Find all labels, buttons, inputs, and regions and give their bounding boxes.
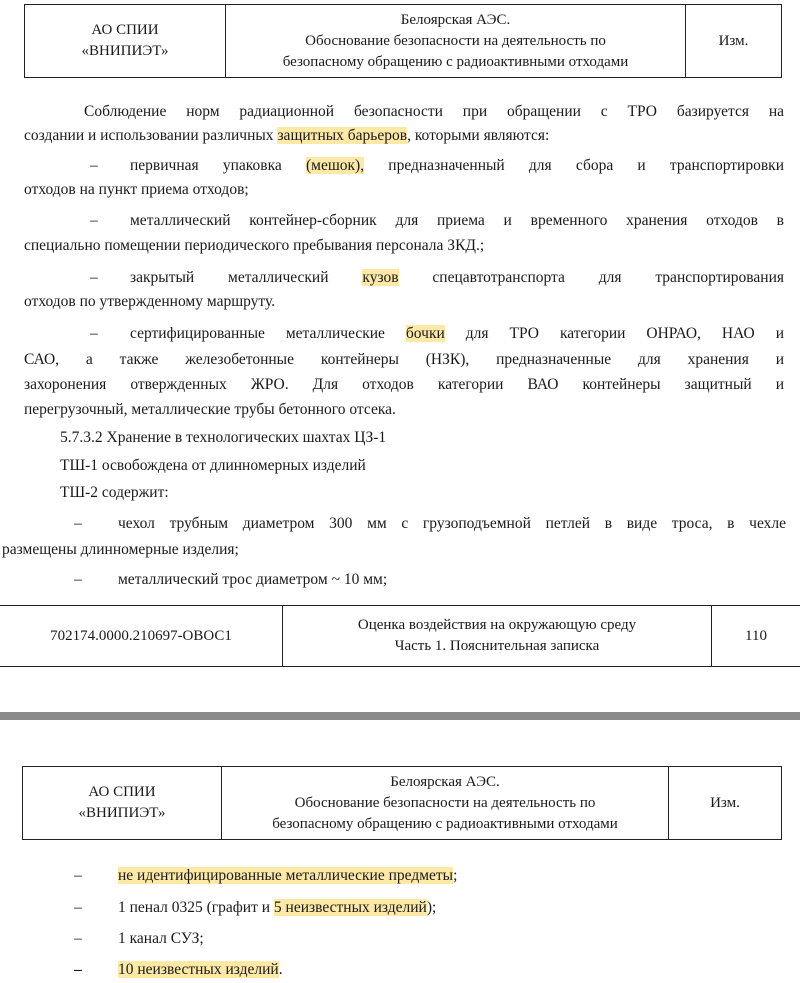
highlight: 5 неизвестных изделий	[273, 899, 427, 916]
paragraph: ТШ-2 содержит:	[60, 484, 169, 501]
list-item: металлический трос диаметром ~ 10 мм;	[118, 571, 388, 588]
list-item: закрытый металлический кузов спецавтотранспорта для транспортирования	[130, 269, 784, 286]
list-item-cont: захоронения отвержденных ЖРО. Для отходов категории ВАО контейнеры защитный и	[24, 376, 784, 393]
list-dash: –	[90, 269, 98, 286]
list-dash: –	[90, 325, 98, 342]
list-item: сертифицированные металлические бочки для ТРО категории ОНРАО, НАО и	[130, 325, 784, 342]
highlight: бочки	[405, 325, 445, 342]
list-dash: –	[74, 961, 82, 978]
list-item-cont: размещены длинномерные изделия;	[2, 541, 239, 558]
doc-code: 702174.0000.210697-ОВОС1	[0, 606, 283, 667]
list-item: первичная упаковка (мешок), предназначенный для сбора и транспортировки	[130, 157, 784, 174]
doc-title-cell	[226, 5, 686, 78]
org-name: АО СПИИ	[91, 22, 159, 38]
org-name-line2: «ВНИПИЭТ»	[78, 805, 166, 821]
list-item-cont: отходов на пункт приема отходов;	[24, 181, 249, 198]
doc-title-line2: Обоснование безопасности на деятельность по	[305, 32, 606, 49]
page-footer	[0, 605, 800, 667]
list-item-cont: САО, а также железобетонные контейнеры (НЗК), предназначенные для хранения и	[24, 351, 784, 368]
section-heading: 5.7.3.2 Хранение в технологических шахтах ЦЗ-1	[60, 429, 387, 446]
doc-title-line2: Обоснование безопасности на деятельность по	[294, 794, 596, 811]
footer-title-line1: Оценка воздействия на окружающую среду	[357, 617, 637, 633]
list-dash: –	[74, 930, 82, 947]
list-item: металлический контейнер-сборник для приема и временного хранения отходов в	[130, 212, 784, 229]
doc-title-line3: безопасному обращению с радиоактивными отходами	[272, 815, 618, 832]
doc-title-cell	[222, 767, 669, 840]
footer-title-cell	[283, 606, 712, 667]
org-name: АО СПИИ	[88, 784, 156, 800]
doc-title-line3: безопасному обращению с радиоактивными отходами	[282, 53, 629, 70]
org-cell	[23, 767, 222, 840]
highlight: 10 неизвестных изделий	[118, 961, 279, 978]
org-cell	[25, 5, 226, 78]
list-item: чехол трубным диаметром 300 мм с грузоподъемной петлей в виде троса, в чехле	[118, 515, 786, 532]
doc-title-line1: Белоярская АЭС.	[390, 773, 500, 790]
page-header	[22, 766, 782, 840]
footer-title-line2: Часть 1. Пояснительная записка	[394, 638, 600, 654]
list-dash: –	[74, 515, 82, 532]
page-number: 110	[712, 606, 800, 667]
list-item: не идентифицированные металлические предметы;	[118, 867, 458, 884]
revision-cell: Изм.	[686, 5, 782, 78]
list-item-cont: перегрузочный, металлические трубы бетонного отсека.	[24, 401, 396, 418]
revision-cell: Изм.	[669, 767, 782, 840]
list-dash: –	[90, 157, 98, 174]
highlight: не идентифицированные металлические предметы	[118, 867, 454, 884]
list-item-cont: специально помещении периодического пребывания персонала ЗКД.;	[24, 237, 485, 254]
intro-line2: создании и использовании различных защитных барьеров, которыми являются:	[24, 127, 550, 144]
list-item: 1 канал СУЗ;	[118, 930, 204, 947]
doc-title-line1: Белоярская АЭС.	[400, 11, 511, 28]
list-dash: –	[90, 212, 98, 229]
page-header	[24, 4, 782, 78]
highlight: кузов	[362, 269, 399, 286]
list-dash: –	[74, 867, 82, 884]
org-name-line2: «ВНИПИЭТ»	[81, 43, 169, 59]
paragraph: ТШ-1 освобождена от длинномерных изделий	[60, 457, 366, 474]
intro-line1: Соблюдение норм радиационной безопасности при обращении с ТРО базируется на	[84, 103, 784, 120]
page-separator	[0, 712, 800, 720]
list-dash: –	[74, 899, 82, 916]
list-item: 1 пенал 0325 (графит и 5 неизвестных изделий);	[118, 899, 437, 916]
list-item-cont: отходов по утвержденному маршруту.	[24, 293, 276, 310]
highlight: (мешок),	[305, 157, 365, 174]
list-dash: –	[74, 571, 82, 588]
highlight: защитных барьеров	[277, 127, 408, 144]
list-item: 10 неизвестных изделий.	[118, 961, 283, 978]
